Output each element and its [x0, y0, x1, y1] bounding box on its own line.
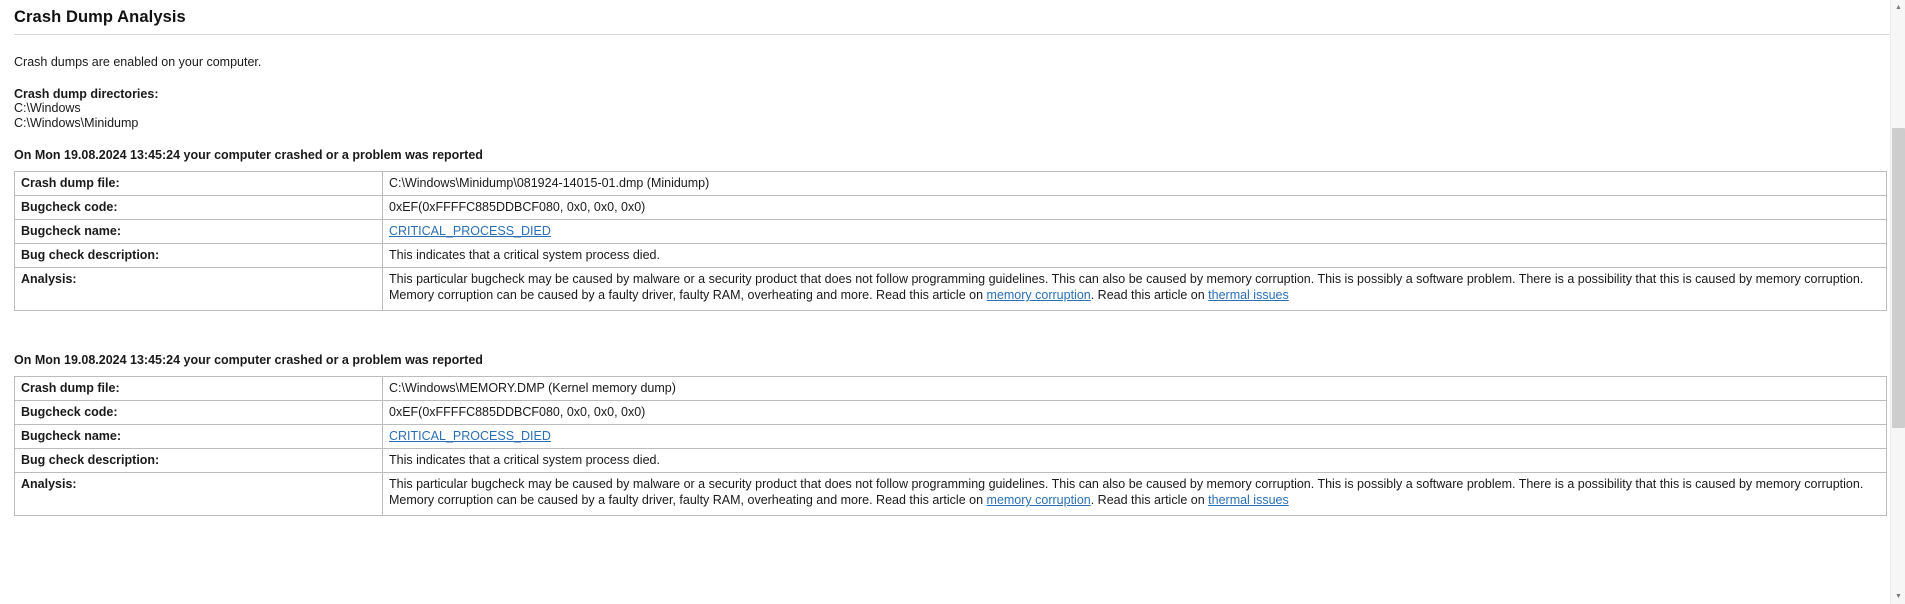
crash-report-heading: On Mon 19.08.2024 13:45:24 your computer crashed or a problem was reported [14, 353, 483, 367]
vertical-scrollbar[interactable] [1890, 0, 1905, 604]
table-row [15, 401, 1887, 425]
crash-report-table [14, 376, 1887, 516]
table-row [15, 449, 1887, 473]
analysis-text-part1: This particular bugcheck may be caused by malware or a security product that does not follow programming guidelines. This can also be caused by memory corruption. This is possibly a software problem. There is a possibility that this is caused by memory corruption. Memory corruption can be caused by a faulty driver, faulty RAM, overheating and more. Read this article on [389, 272, 1864, 302]
row-value-crash-dump-file: C:\Windows\MEMORY.DMP (Kernel memory dump) [383, 377, 1887, 401]
row-label-crash-dump-file: Crash dump file: [15, 172, 383, 196]
crash-dump-directory-path: C:\Windows\Minidump [14, 115, 139, 130]
crash-report-table [14, 171, 1887, 311]
scroll-up-icon[interactable]: ▲ [1895, 4, 1902, 11]
bugcheck-name-link[interactable]: CRITICAL_PROCESS_DIED [389, 224, 551, 238]
row-value-bugcheck-name [383, 220, 1887, 244]
section-spacer [14, 313, 1876, 335]
row-value-bugcheck-name [383, 425, 1887, 449]
memory-corruption-link[interactable]: memory corruption [986, 493, 1091, 507]
row-label-bugcheck-name: Bugcheck name: [15, 425, 383, 449]
thermal-issues-link[interactable]: thermal issues [1208, 288, 1289, 302]
title-divider [14, 34, 1890, 35]
thermal-issues-link[interactable]: thermal issues [1208, 493, 1289, 507]
row-value-bugcheck-code: 0xEF(0xFFFFC885DDBCF080, 0x0, 0x0, 0x0) [383, 196, 1887, 220]
table-row [15, 244, 1887, 268]
table-row [15, 473, 1887, 516]
row-value-bug-check-description: This indicates that a critical system process died. [383, 449, 1887, 473]
intro-text: Crash dumps are enabled on your computer. [14, 55, 262, 69]
crash-dump-directories-label: Crash dump directories: [14, 87, 159, 101]
scroll-down-icon[interactable]: ▼ [1895, 593, 1902, 600]
row-value-analysis [383, 473, 1887, 516]
analysis-text-part2: . Read this article on [1090, 493, 1209, 507]
analysis-text-part1: This particular bugcheck may be caused by malware or a security product that does not follow programming guidelines. This can also be caused by memory corruption. This is possibly a software problem. There is a possibility that this is caused by memory corruption. Memory corruption can be caused by a faulty driver, faulty RAM, overheating and more. Read this article on [389, 477, 1864, 507]
row-value-analysis [383, 268, 1887, 311]
memory-corruption-link[interactable]: memory corruption [986, 288, 1091, 302]
row-value-crash-dump-file: C:\Windows\Minidump\081924-14015-01.dmp (Minidump) [383, 172, 1887, 196]
table-row [15, 196, 1887, 220]
page-title: Crash Dump Analysis [14, 8, 186, 26]
crash-dump-directories [14, 87, 1876, 130]
table-row [15, 268, 1887, 311]
bugcheck-name-link[interactable]: CRITICAL_PROCESS_DIED [389, 429, 551, 443]
table-row [15, 425, 1887, 449]
analysis-text-part2: . Read this article on [1090, 288, 1209, 302]
row-label-bugcheck-code: Bugcheck code: [15, 401, 383, 425]
crash-dump-directory-path: C:\Windows [14, 101, 81, 115]
row-label-bug-check-description: Bug check description: [15, 244, 383, 268]
row-value-bugcheck-code: 0xEF(0xFFFFC885DDBCF080, 0x0, 0x0, 0x0) [383, 401, 1887, 425]
row-label-bugcheck-code: Bugcheck code: [15, 196, 383, 220]
table-row [15, 220, 1887, 244]
scrollbar-thumb[interactable] [1892, 128, 1905, 428]
row-label-bug-check-description: Bug check description: [15, 449, 383, 473]
table-row [15, 172, 1887, 196]
row-label-crash-dump-file: Crash dump file: [15, 377, 383, 401]
crash-report-heading: On Mon 19.08.2024 13:45:24 your computer crashed or a problem was reported [14, 148, 483, 162]
row-value-bug-check-description: This indicates that a critical system process died. [383, 244, 1887, 268]
table-row [15, 377, 1887, 401]
row-label-bugcheck-name: Bugcheck name: [15, 220, 383, 244]
row-label-analysis: Analysis: [15, 473, 383, 516]
row-label-analysis: Analysis: [15, 268, 383, 311]
